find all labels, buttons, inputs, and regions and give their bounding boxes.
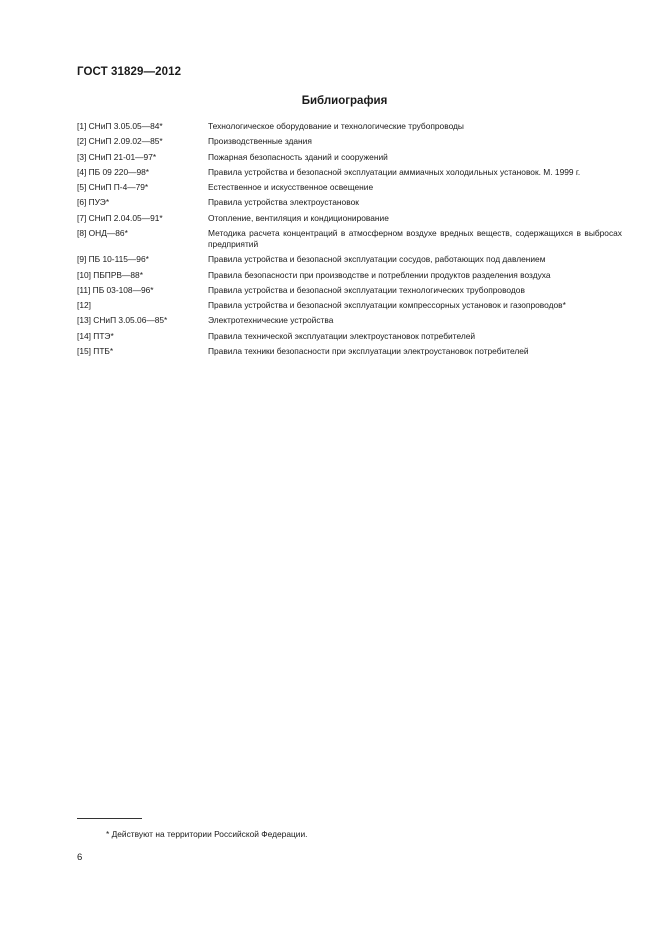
bibliography-title: Правила устройства электроустановок (208, 197, 359, 208)
bibliography-ref: [2] СНиП 2.09.02—85* (77, 136, 163, 147)
bibliography-ref: [11] ПБ 03-108—96* (77, 284, 154, 295)
bibliography-title: Отопление, вентиляция и кондиционирование (208, 212, 389, 223)
bibliography-ref: [1] СНиП 3.05.05—84* (77, 121, 163, 131)
bibliography-ref: [10] ПБПРВ—88* (77, 269, 143, 280)
footnote: * Действуют на территории Российской Федерации. (106, 829, 308, 839)
bibliography-title: Правила технической эксплуатации электроустановок потребителей (208, 330, 476, 341)
bibliography-entry (77, 331, 622, 342)
bibliography-title: Правила устройства и безопасной эксплуатации компрессорных установок и газопроводов* (208, 300, 566, 311)
bibliography-entry (77, 254, 622, 265)
bibliography-ref: [3] СНиП 21-01—97* (77, 151, 157, 162)
bibliography-title: Правила техники безопасности при эксплуатации электроустановок потребителей (208, 346, 529, 357)
bibliography-title: Технологическое оборудование и технологические трубопроводы (208, 121, 464, 131)
bibliography-entry (77, 285, 622, 296)
bibliography-ref: [13] СНиП 3.05.06—85* (77, 315, 168, 326)
bibliography-title: Методика расчета концентраций в атмосферном воздухе вредных веществ, содержащихся в выбросах предприятий (208, 228, 622, 249)
bibliography-title: Правила устройства и безопасной эксплуатации аммиачных холодильных установок. М. 1999 г. (208, 166, 581, 177)
bibliography-ref: [9] ПБ 10-115—96* (77, 254, 149, 265)
bibliography-title: Правила устройства и безопасной эксплуатации сосудов, работающих под давлением (208, 254, 546, 265)
bibliography-title: Производственные здания (208, 136, 312, 147)
bibliography-entry (77, 270, 622, 281)
bibliography-ref: [14] ПТЭ* (77, 330, 114, 341)
bibliography-title: Электротехнические устройства (208, 315, 334, 326)
bibliography-title: Естественное и искусственное освещение (208, 182, 374, 193)
bibliography-entry (77, 182, 622, 193)
bibliography-ref: [7] СНиП 2.04.05—91* (77, 212, 163, 223)
bibliography-entry (77, 152, 622, 163)
bibliography-ref: [4] ПБ 09 220—98* (77, 166, 150, 177)
bibliography-entry (77, 213, 622, 224)
bibliography-ref: [5] СНиП П-4—79* (77, 182, 149, 193)
bibliography-ref: [15] ПТБ* (77, 346, 114, 357)
bibliography-entry (77, 228, 622, 250)
bibliography-entry (77, 315, 622, 326)
bibliography-title: Правила устройства и безопасной эксплуатации технологических трубопроводов (208, 284, 525, 295)
bibliography-title: Пожарная безопасность зданий и сооружений (208, 151, 388, 162)
bibliography-ref: [8] ОНД—86* (77, 228, 128, 239)
bibliography-entry (77, 346, 622, 357)
bibliography-entry (77, 197, 622, 208)
bibliography-entry (77, 121, 622, 132)
bibliography-entry (77, 167, 622, 178)
footnote-divider (77, 818, 142, 819)
bibliography-entry (77, 136, 622, 147)
page-number: 6 (77, 852, 83, 863)
bibliography-ref: [6] ПУЭ* (77, 197, 110, 208)
bibliography-title: Правила безопасности при производстве и потреблении продуктов разделения воздуха (208, 269, 551, 280)
bibliography-entry (77, 300, 622, 311)
standard-code: ГОСТ 31829—2012 (77, 66, 182, 78)
section-title: Библиография (301, 95, 388, 107)
bibliography-ref: [12] (77, 300, 91, 311)
bibliography-list (77, 121, 622, 361)
